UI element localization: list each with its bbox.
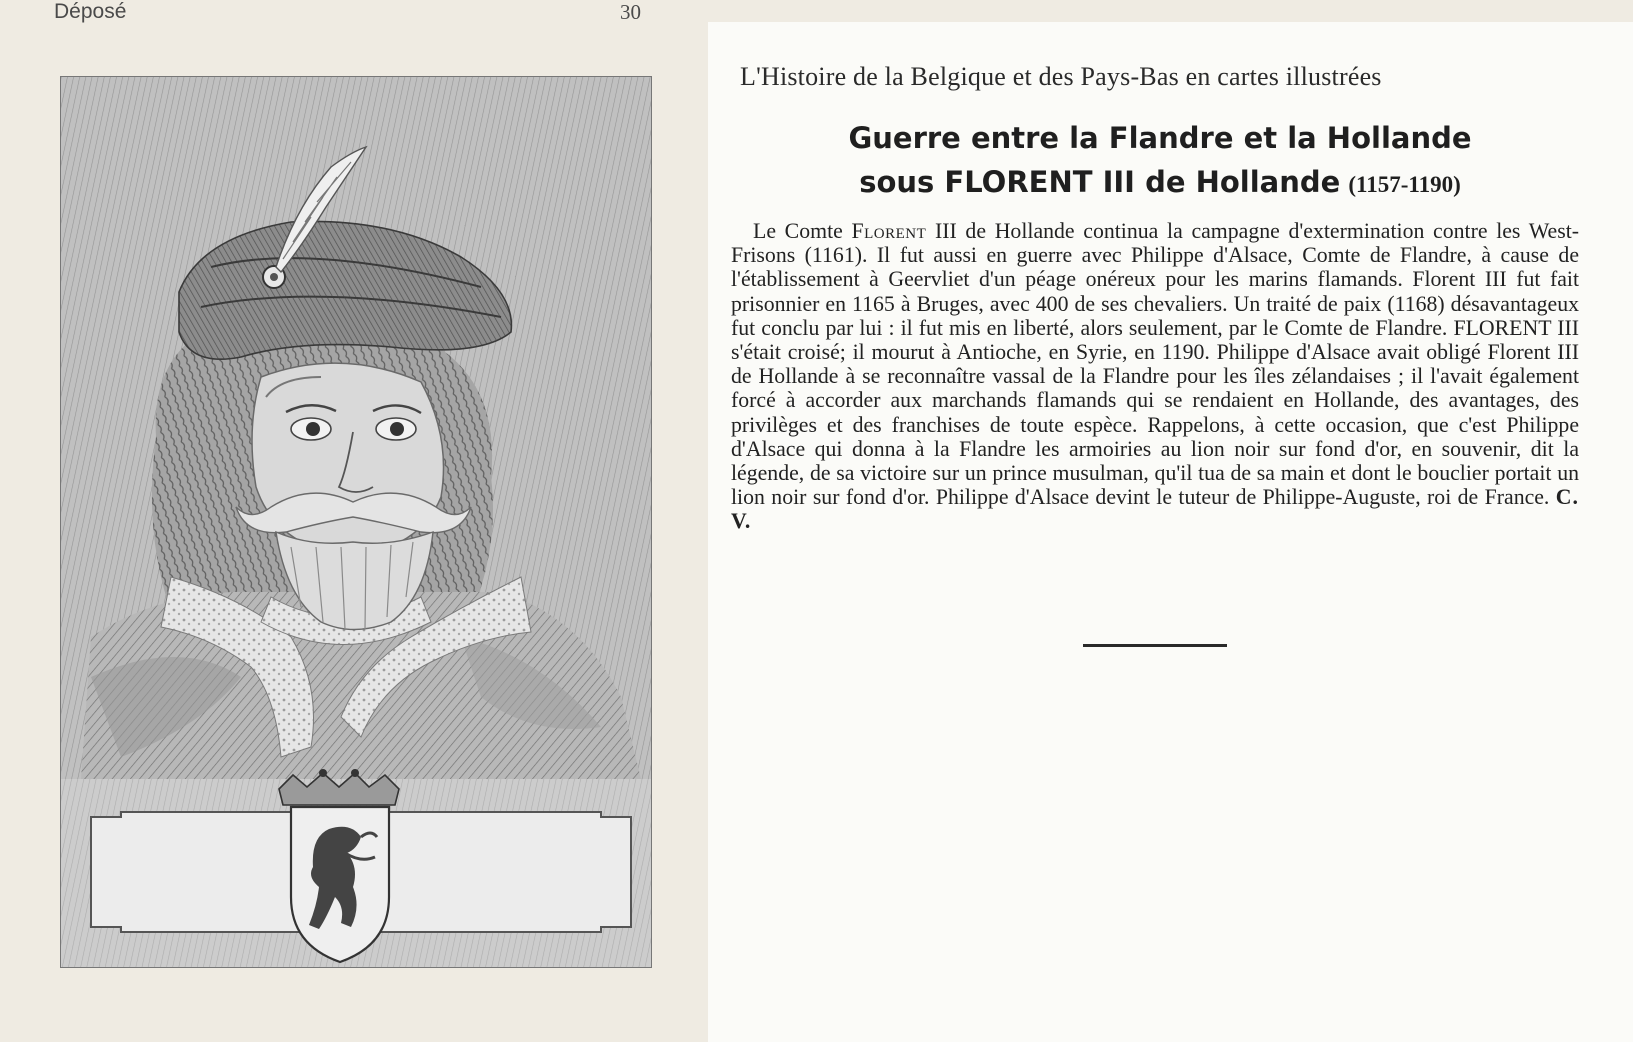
heading-line-2	[740, 160, 1580, 207]
body-paragraph	[731, 219, 1579, 534]
body-rest: III de Hollande continua la campagne d'extermination contre les West-Frisons (1161). Il fut aussi en guerre avec Philippe d'Alsace, Comte de Flandre, à cause de l'établissement à Geervliet d'un péage onéreux pour les marins flamands. Florent III fut fait prisonnier en 1165 à Bruges, avec 400 de ses chevaliers. Un traité de paix (1168) désavantageux fut conclu par lui : il fut mis en liberté, alors seulement, par le Comte de Flandre. FLORENT III s'était croisé; il mourut à Antioche, en Syrie, en 1190. Philippe d'Alsace avait obligé Florent III de Hollande à se reconnaître vassal de la Flandre pour les îles zélandaises ; il l'avait également forcé à accorder aux marchands flamands qui se rendaient en Hollande, des avantages, des privilèges et des franchises de toute espèce. Rappelons, à cette occasion, que c'est Philippe d'Alsace qui donna à la Flandre les armoiries au lion noir sur fond d'or, en souvenir, dit la légende, de sa victoire sur un prince musulman, qu'il tua de sa main et dont le bouclier portait un lion noir sur fond d'or. Philippe d'Alsace devint le tuteur de Philippe-Auguste, roi de France.	[731, 219, 1580, 510]
series-title: L'Histoire de la Belgique et des Pays-Bas en cartes illustrées	[740, 62, 1382, 91]
heading-dates: (1157-1190)	[1348, 172, 1461, 197]
card-heading	[740, 116, 1580, 207]
portrait-engraving	[61, 77, 651, 967]
body-name-smallcaps: Florent	[851, 219, 927, 243]
heading-ruler: sous FLORENT III de Hollande	[859, 165, 1341, 199]
heading-line-1: Guerre entre la Flandre et la Hollande	[848, 121, 1472, 155]
signature: C. V.	[731, 485, 1579, 534]
portrait-illustration	[60, 76, 652, 968]
body-paragraph-text	[731, 219, 1579, 534]
divider-rule	[1083, 644, 1227, 647]
deposit-label: Déposé	[54, 0, 127, 23]
body-lead: Le Comte	[753, 219, 852, 243]
card-number: 30	[620, 0, 641, 24]
